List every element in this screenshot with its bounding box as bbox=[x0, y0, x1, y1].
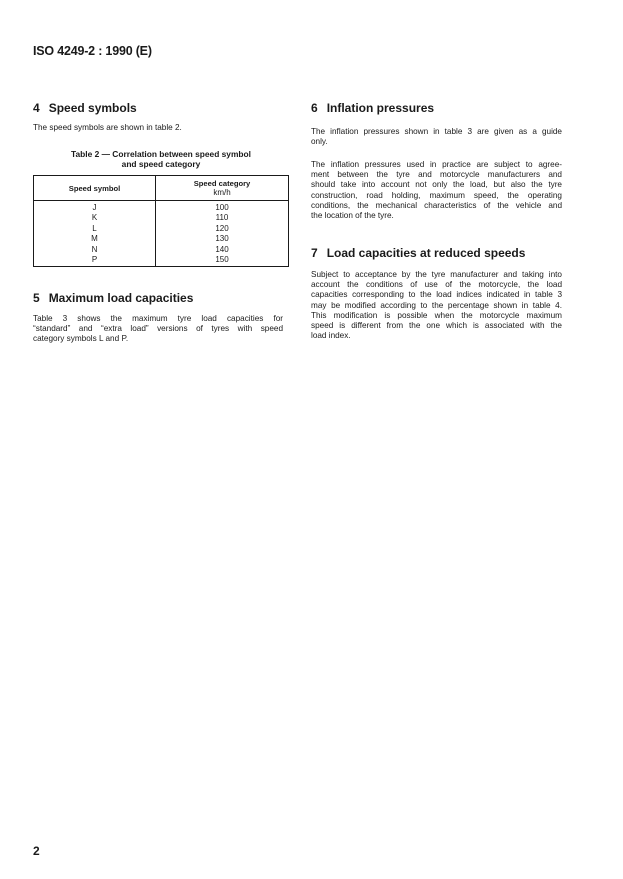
speed-value-cell: 110 bbox=[156, 213, 289, 223]
section-5-title: Maximum load capacities bbox=[48, 291, 194, 305]
section-4-intro: The speed symbols are shown in table 2. bbox=[33, 123, 182, 132]
paragraph-line: The inflation pressures used in practice are subject to agree- bbox=[311, 160, 562, 169]
speed-value-cell: 150 bbox=[156, 255, 289, 267]
section-5-heading bbox=[33, 291, 193, 305]
section-6-number: 6 bbox=[311, 101, 318, 115]
section-7-heading bbox=[311, 246, 525, 260]
speed-value-cell: 120 bbox=[156, 224, 289, 234]
page-number: 2 bbox=[33, 844, 40, 858]
speed-symbol-cell: N bbox=[34, 245, 156, 255]
paragraph-line: should take into account not only the load, but also the tyre bbox=[311, 180, 562, 190]
paragraph-line: Subject to acceptance by the tyre manufacturer and taking into bbox=[311, 270, 562, 279]
speed-category-header-label: Speed category bbox=[193, 179, 251, 188]
document-header: ISO 4249-2 : 1990 (E) bbox=[33, 44, 152, 58]
paragraph-line: conditions, the mechanical characteristics of the vehicle and bbox=[311, 200, 562, 210]
speed-symbol-cell: L bbox=[34, 224, 156, 234]
section-5-paragraph bbox=[33, 314, 283, 345]
section-4-heading bbox=[33, 101, 137, 115]
paragraph-line: account the conditions of use of the motorcycle, the load bbox=[311, 280, 562, 290]
paragraph-line: “standard” and “extra load” versions of tyres with speed bbox=[33, 324, 283, 334]
section-6-paragraph-2 bbox=[311, 160, 562, 221]
paragraph-line: Table 3 shows the maximum tyre load capacities for bbox=[33, 314, 283, 323]
speed-symbol-column-header: Speed symbol bbox=[34, 176, 156, 201]
paragraph-line: This modification is possible when the motorcycle maximum bbox=[311, 310, 562, 320]
table-header-row bbox=[34, 176, 289, 201]
speed-symbol-cell: P bbox=[34, 255, 156, 267]
speed-symbol-table bbox=[33, 175, 289, 267]
paragraph-line: only. bbox=[311, 137, 328, 147]
paragraph-line: construction, road holding, maximum speed, the operating bbox=[311, 190, 562, 200]
table-row bbox=[34, 201, 289, 214]
paragraph-line: the location of the tyre. bbox=[311, 211, 394, 221]
paragraph-line: may be modified according to the percentage shown in table 4. bbox=[311, 300, 562, 310]
table-row bbox=[34, 245, 289, 255]
table-2-caption bbox=[33, 149, 289, 169]
section-5-number: 5 bbox=[33, 291, 40, 305]
speed-category-unit: km/h bbox=[213, 188, 231, 197]
speed-value-cell: 140 bbox=[156, 245, 289, 255]
section-6-heading bbox=[311, 101, 434, 115]
speed-category-column-header bbox=[156, 176, 289, 201]
speed-value-cell: 130 bbox=[156, 234, 289, 244]
table-row bbox=[34, 234, 289, 244]
paragraph-line: speed is different from the one which is associated with the bbox=[311, 321, 562, 331]
table-2-caption-line-1: Table 2 — Correlation between speed symbol bbox=[71, 149, 251, 159]
speed-value-cell: 100 bbox=[156, 201, 289, 214]
section-4-number: 4 bbox=[33, 101, 40, 115]
paragraph-line: ment between the tyre and motorcycle manufacturers and bbox=[311, 170, 562, 180]
table-row bbox=[34, 213, 289, 223]
speed-symbol-cell: M bbox=[34, 234, 156, 244]
paragraph-line: category symbols L and P. bbox=[33, 334, 129, 344]
section-7-number: 7 bbox=[311, 246, 318, 260]
paragraph-line: The inflation pressures shown in table 3 are given as a guide bbox=[311, 127, 562, 136]
section-7-title: Load capacities at reduced speeds bbox=[326, 246, 526, 260]
section-6-title: Inflation pressures bbox=[326, 101, 435, 115]
section-6-paragraph-1 bbox=[311, 127, 562, 147]
table-row bbox=[34, 224, 289, 234]
section-7-paragraph bbox=[311, 270, 562, 341]
paragraph-line: capacities corresponding to the load indices indicated in table 3 bbox=[311, 290, 562, 300]
table-row bbox=[34, 255, 289, 267]
section-4-title: Speed symbols bbox=[48, 101, 137, 115]
speed-symbol-cell: K bbox=[34, 213, 156, 223]
paragraph-line: load index. bbox=[311, 331, 351, 341]
speed-symbol-cell: J bbox=[34, 201, 156, 214]
table-2-caption-line-2: and speed category bbox=[121, 159, 201, 169]
